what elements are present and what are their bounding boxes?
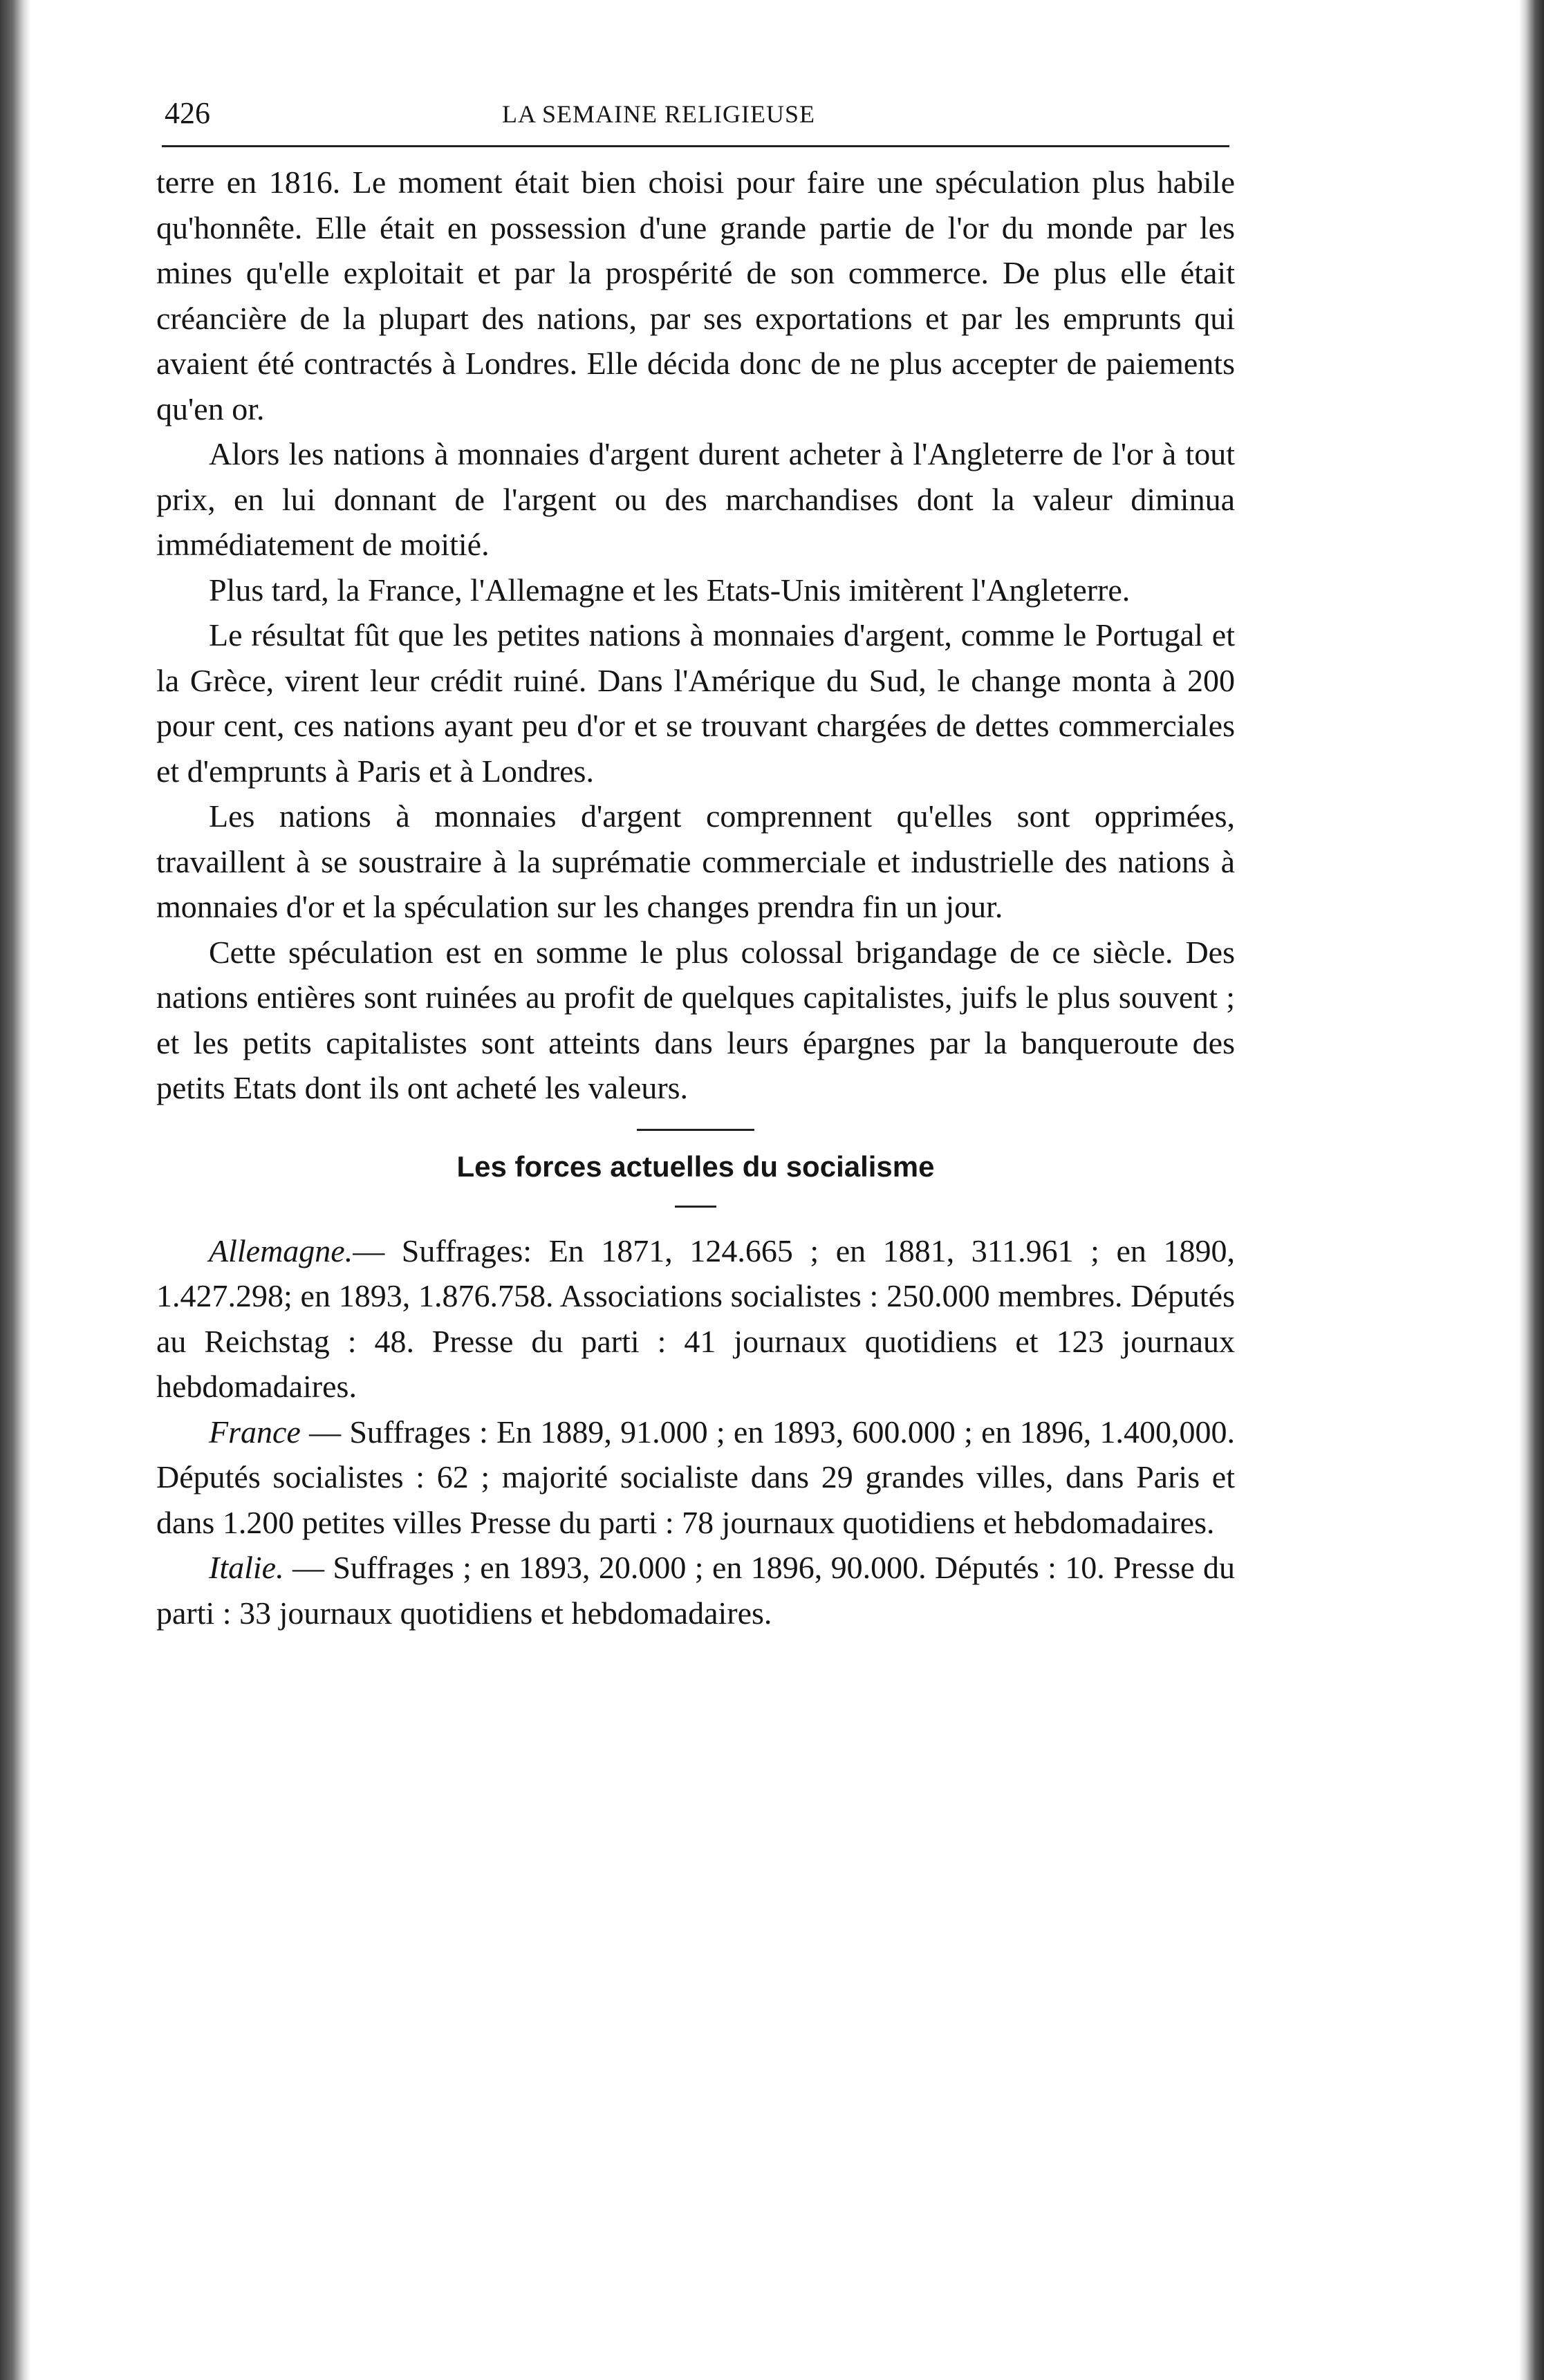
section-title: Les forces actuelles du socialisme [456,1150,935,1183]
country-name: France [209,1414,301,1450]
title-dash [675,1206,716,1208]
country-stats: — Suffrages : En 1889, 91.000 ; en 1893, 600.000 ; en 1896, 1.400,000. Députés socialistes : 62 ; majorité socialiste dans 29 grandes villes, dans Paris et dans 1.200 petites villes Presse du parti : 78 journaux quotidiens et hebdomadaires. [156,1414,1235,1540]
socialism-statistics [156,1228,1235,1636]
book-page [156,90,1235,1636]
running-title: LA SEMAINE RELIGIEUSE [502,100,815,128]
country-entry-italie [156,1545,1235,1636]
running-header [156,90,1235,138]
section-divider [637,1129,754,1131]
header-rule [162,145,1229,147]
paragraph: Alors les nations à monnaies d'argent durent acheter à l'Angleterre de l'or à tout prix, en lui donnant de l'argent ou des marchandises dont la valeur diminua immédiatement de moitié. [156,436,1235,562]
country-name: Italie. [209,1550,284,1585]
scan-binding-shadow-right [1519,0,1544,2380]
country-entry-france [156,1409,1235,1546]
paragraph: Le résultat fût que les petites nations à monnaies d'argent, comme le Portugal et la Grèce, virent leur crédit ruiné. Dans l'Amérique du Sud, le change monta à 200 pour cent, ces nations ayant peu d'or et se trouvant chargées de dettes commerciales et d'emprunts à Paris et à Londres. [156,617,1235,789]
paragraph: terre en 1816. Le moment était bien choisi pour faire une spéculation plus habile qu'honnête. Elle était en possession d'une grande partie de l'or du monde par les mines qu'elle exploitait et par la prospérité de son commerce. De plus elle était créancière de la plupart des nations, par ses exportations et par les emprunts qui avaient été contractés à Londres. Elle décida donc de ne plus accepter de paiements qu'en or. [156,165,1235,427]
page-number: 426 [165,96,210,130]
paragraph: Cette spéculation est en somme le plus colossal brigandage de ce siècle. Des nations entières sont ruinées au profit de quelques capitalistes, juifs le plus souvent ; et les petits capitalistes sont atteints dans leurs épargnes par la banqueroute des petits Etats dont ils ont acheté les valeurs. [156,934,1235,1105]
body-text [156,160,1235,1111]
country-name: Allemagne. [209,1233,353,1268]
paragraph: Plus tard, la France, l'Allemagne et les Etats-Unis imitèrent l'Angleterre. [209,572,1131,608]
paragraph: Les nations à monnaies d'argent comprennent qu'elles sont opprimées, travaillent à se soustraire à la suprématie commerciale et industrielle des nations à monnaies d'or et la spéculation sur les changes prendra fin un jour. [156,798,1235,924]
country-stats: — Suffrages: En 1871, 124.665 ; en 1881, 311.961 ; en 1890, 1.427.298; en 1893, 1.876.758. Associations socialistes : 250.000 membres. Députés au Reichstag : 48. Presse du parti : 41 journaux quotidiens et 123 journaux hebdomadaires. [156,1233,1235,1404]
country-stats: — Suffrages ; en 1893, 20.000 ; en 1896, 90.000. Députés : 10. Presse du parti : 33 journaux quotidiens et hebdomadaires. [156,1550,1235,1631]
scan-binding-shadow-left [0,0,30,2380]
country-entry-allemagne [156,1228,1235,1409]
